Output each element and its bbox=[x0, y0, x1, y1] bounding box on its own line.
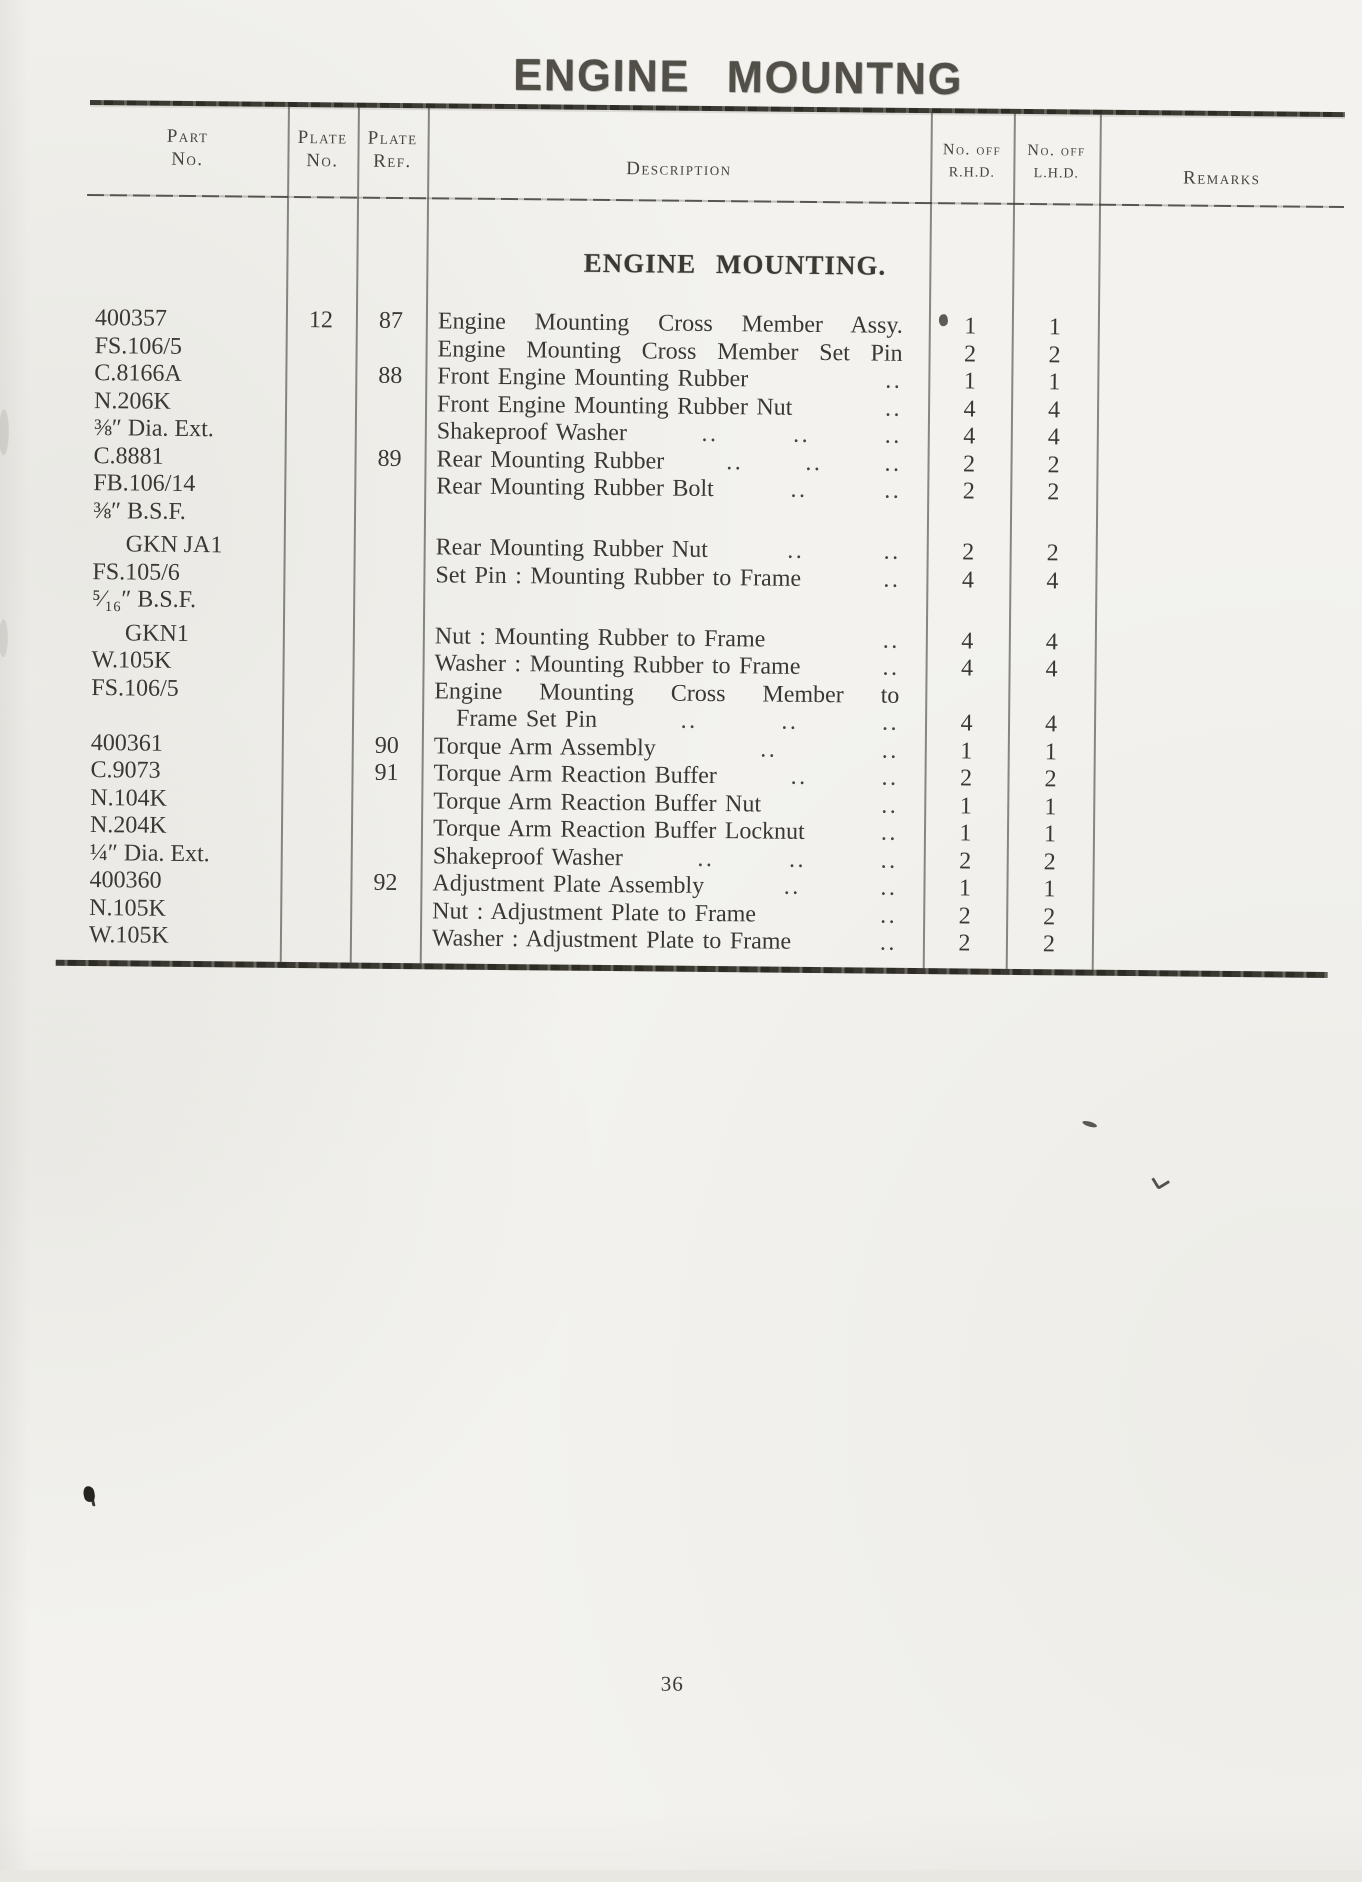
qty-lhd-cell-text: 2 bbox=[1042, 931, 1056, 958]
qty-rhd-cell-text: 2 bbox=[958, 930, 971, 957]
plate-ref-cell bbox=[355, 335, 425, 363]
part-no-cell-text: C.8166A bbox=[94, 360, 182, 387]
qty-rhd-cell bbox=[926, 567, 1009, 595]
part-no-cell-text: N.206K bbox=[93, 387, 171, 415]
qty-rhd-cell-text: 4 bbox=[961, 627, 974, 655]
remarks-cell bbox=[1094, 712, 1339, 742]
description-text: Engine Mounting Cross Member to bbox=[434, 677, 900, 709]
qty-rhd-cell-text: 1 bbox=[959, 820, 972, 847]
leader-dots: .. bbox=[881, 709, 900, 736]
description-text: Nut : Adjustment Plate to Frame bbox=[432, 897, 757, 927]
description-text: Torque Arm Reaction Buffer Locknut bbox=[432, 815, 805, 845]
description-text: Rear Mounting Rubber Bolt bbox=[436, 473, 714, 503]
col-header-no-off-rhd bbox=[930, 138, 1013, 185]
description-cell bbox=[420, 925, 923, 957]
plate-ref-cell bbox=[355, 363, 425, 391]
leader-dots: .. bbox=[883, 538, 901, 565]
leader-dots: .. bbox=[881, 792, 899, 819]
qty-rhd-cell bbox=[925, 683, 1008, 711]
qty-rhd-cell bbox=[924, 793, 1007, 821]
qty-lhd-cell-text: 1 bbox=[1044, 738, 1057, 765]
leader-dots: .. bbox=[882, 654, 900, 681]
part-no-cell-text: ⁵⁄₁₆″ B.S.F. bbox=[92, 586, 197, 614]
qty-lhd-cell bbox=[1009, 595, 1095, 623]
plate-ref-cell bbox=[353, 622, 423, 650]
col-header-line: No. bbox=[306, 150, 339, 172]
leader-dots: .. bbox=[884, 477, 902, 504]
part-no-cell bbox=[85, 360, 285, 389]
part-no-cell bbox=[80, 867, 280, 896]
qty-rhd-cell-text: 2 bbox=[962, 478, 975, 505]
qty-lhd-cell-text: 1 bbox=[1044, 793, 1057, 820]
leader-dots: .. bbox=[884, 395, 903, 422]
remarks-cell bbox=[1093, 794, 1338, 824]
leader-dots: .. bbox=[697, 845, 715, 872]
remarks-cell bbox=[1092, 877, 1337, 907]
part-no-cell bbox=[81, 757, 281, 786]
description-text: Front Engine Mounting Rubber bbox=[437, 363, 749, 393]
part-no-cell-text: N.105K bbox=[89, 894, 167, 922]
qty-lhd-cell bbox=[1010, 479, 1096, 507]
qty-lhd-cell-text: 1 bbox=[1043, 876, 1056, 903]
leader-dots: .. bbox=[783, 873, 801, 900]
leader-dots: .. bbox=[880, 902, 898, 929]
plate-no-cell bbox=[281, 786, 351, 814]
qty-rhd-cell-text: 1 bbox=[959, 792, 972, 820]
remarks-cell bbox=[1093, 767, 1338, 797]
qty-lhd-cell-text: 4 bbox=[1045, 628, 1058, 655]
qty-lhd-cell-text: 2 bbox=[1046, 540, 1059, 567]
leader-dots: .. bbox=[881, 764, 899, 791]
qty-lhd-cell bbox=[1008, 656, 1094, 684]
description-text: Set Pin : Mounting Rubber to Frame bbox=[435, 561, 802, 592]
part-no-cell bbox=[82, 647, 282, 676]
description-text: Torque Arm Reaction Buffer bbox=[433, 760, 717, 790]
leader-dots: .. bbox=[884, 450, 902, 477]
col-header-plate-ref bbox=[357, 127, 427, 174]
leader-dots: .. bbox=[701, 420, 719, 448]
leader-dots: .. bbox=[885, 367, 903, 394]
plate-ref-cell-text: 89 bbox=[377, 445, 402, 472]
part-no-cell bbox=[86, 332, 286, 361]
qty-lhd-cell-text: 2 bbox=[1043, 848, 1056, 875]
description-text: Shakeproof Washer bbox=[436, 418, 628, 447]
plate-no-cell bbox=[282, 649, 352, 677]
qty-rhd-cell bbox=[924, 848, 1007, 876]
plate-no-cell bbox=[283, 621, 353, 649]
description-text: Washer : Mounting Rubber to Frame bbox=[434, 650, 801, 680]
qty-lhd-cell-text: 4 bbox=[1044, 711, 1058, 738]
plate-no-cell bbox=[286, 307, 356, 335]
part-no-cell-text: W.105K bbox=[88, 922, 169, 949]
qty-rhd-cell-text: 2 bbox=[962, 539, 975, 566]
qty-rhd-cell bbox=[927, 478, 1010, 506]
ink-speck bbox=[1151, 1172, 1170, 1190]
qty-rhd-cell-text: 2 bbox=[962, 450, 976, 478]
description-text: Front Engine Mounting Rubber Nut bbox=[436, 390, 793, 421]
qty-lhd-cell bbox=[1010, 540, 1096, 568]
page-title: ENGINE MOUNTNG bbox=[513, 49, 964, 104]
plate-ref-cell bbox=[350, 897, 420, 925]
part-no-cell bbox=[82, 674, 282, 703]
part-no-cell bbox=[85, 387, 285, 416]
leader-dots: .. bbox=[680, 707, 698, 734]
qty-rhd-cell-text: 4 bbox=[963, 423, 976, 450]
plate-ref-cell bbox=[354, 473, 424, 501]
remarks-cell bbox=[1097, 425, 1342, 455]
leader-dots: .. bbox=[880, 874, 898, 901]
part-no-cell bbox=[84, 442, 284, 471]
plate-no-cell-text: 12 bbox=[308, 307, 334, 334]
plate-ref-cell-text: 87 bbox=[378, 307, 404, 335]
leader-dots: .. bbox=[882, 627, 900, 654]
description-text: Torque Arm Assembly bbox=[433, 732, 656, 761]
qty-rhd-cell-text: 1 bbox=[963, 368, 976, 395]
qty-rhd-cell bbox=[926, 628, 1009, 656]
leader-dots: .. bbox=[883, 566, 901, 593]
plate-no-cell bbox=[285, 417, 355, 445]
qty-rhd-cell bbox=[928, 368, 1011, 396]
plate-no-cell bbox=[280, 896, 350, 924]
qty-lhd-cell bbox=[1009, 628, 1095, 656]
leader-dots: .. bbox=[881, 737, 899, 764]
qty-lhd-cell bbox=[1010, 451, 1096, 479]
qty-lhd-cell-text: 4 bbox=[1047, 396, 1061, 423]
plate-ref-cell bbox=[351, 787, 421, 815]
description-text: Engine Mounting Cross Member Set Pin bbox=[437, 335, 903, 367]
description-text: Nut : Mounting Rubber to Frame bbox=[434, 622, 766, 653]
leader-dots: .. bbox=[793, 421, 811, 448]
part-no-cell bbox=[85, 415, 285, 444]
plate-no-cell bbox=[285, 362, 355, 390]
qty-lhd-cell bbox=[1006, 903, 1092, 931]
part-no-cell-text: N.204K bbox=[89, 812, 167, 839]
leader-dots: .. bbox=[790, 476, 808, 503]
plate-ref-cell bbox=[350, 870, 420, 898]
plate-no-cell bbox=[281, 841, 351, 869]
leader-dots: .. bbox=[726, 448, 744, 475]
remarks-cell bbox=[1092, 904, 1337, 934]
plate-no-cell bbox=[283, 588, 353, 616]
plate-no-cell bbox=[284, 533, 354, 561]
part-no-cell-text: N.104K bbox=[90, 784, 168, 812]
col-header-line: Plate bbox=[367, 127, 418, 150]
section-heading: ENGINE MOUNTING. bbox=[583, 247, 887, 281]
plate-no-cell bbox=[282, 731, 352, 759]
qty-lhd-cell-text: 2 bbox=[1044, 766, 1057, 793]
plate-ref-cell bbox=[355, 418, 425, 446]
qty-rhd-cell-text: 2 bbox=[959, 765, 973, 792]
qty-rhd-cell-text: 1 bbox=[958, 875, 972, 902]
remarks-cell bbox=[1092, 932, 1337, 962]
leader-dots: .. bbox=[790, 763, 808, 790]
part-no-cell-text: C.8881 bbox=[93, 442, 164, 470]
part-no-cell-text: FS.105/6 bbox=[92, 558, 180, 586]
plate-no-cell bbox=[283, 560, 353, 588]
qty-rhd-cell bbox=[925, 738, 1008, 766]
description-text: Rear Mounting Rubber bbox=[436, 445, 665, 475]
part-no-cell-text: ¼″ Dia. Ext. bbox=[89, 839, 210, 867]
part-no-cell-text: 400360 bbox=[89, 867, 162, 894]
part-no-cell bbox=[86, 305, 286, 334]
description-cell bbox=[424, 501, 927, 533]
remarks-cell bbox=[1094, 739, 1339, 769]
qty-lhd-cell bbox=[1007, 821, 1093, 849]
qty-lhd-cell-text: 2 bbox=[1043, 903, 1056, 930]
part-no-cell-text: ⅜″ B.S.F. bbox=[92, 497, 186, 525]
parts-table bbox=[80, 100, 1345, 980]
part-no-cell bbox=[83, 586, 283, 615]
qty-lhd-cell bbox=[1011, 424, 1097, 452]
plate-no-cell bbox=[280, 924, 350, 952]
remarks-cell bbox=[1097, 397, 1342, 427]
description-text: Adjustment Plate Assembly bbox=[432, 870, 705, 899]
ink-speck bbox=[939, 314, 948, 326]
description-text: Shakeproof Washer bbox=[432, 842, 623, 871]
qty-lhd-cell-text: 4 bbox=[1045, 656, 1058, 683]
part-no-cell bbox=[80, 894, 280, 923]
qty-lhd-cell bbox=[1008, 683, 1094, 711]
leader-dots: .. bbox=[880, 847, 898, 874]
plate-ref-cell-text: 90 bbox=[374, 732, 399, 759]
col-header-line: Description bbox=[626, 158, 732, 181]
qty-lhd-cell-text: 4 bbox=[1047, 424, 1060, 451]
qty-rhd-cell bbox=[928, 341, 1011, 369]
part-no-cell-text: GKN JA1 bbox=[125, 531, 223, 559]
qty-lhd-cell bbox=[1009, 567, 1095, 595]
plate-ref-cell-text: 91 bbox=[374, 759, 399, 787]
table-rows bbox=[80, 305, 1343, 962]
part-no-cell-text: FS.106/5 bbox=[94, 332, 183, 360]
header-underline-rule bbox=[87, 194, 1344, 208]
description-text: Engine Mounting Cross Member Assy. bbox=[437, 308, 903, 339]
qty-rhd-cell-text: 2 bbox=[959, 847, 972, 875]
part-no-cell bbox=[83, 558, 283, 587]
remarks-cell bbox=[1093, 822, 1338, 852]
qty-rhd-cell bbox=[927, 506, 1010, 534]
col-header-line: No. off bbox=[942, 141, 1002, 159]
part-no-cell-text: FS.106/5 bbox=[91, 674, 179, 702]
qty-rhd-cell-text: 4 bbox=[960, 655, 974, 682]
qty-rhd-cell-text: 4 bbox=[961, 566, 975, 594]
qty-rhd-cell bbox=[924, 820, 1007, 848]
plate-no-cell bbox=[281, 814, 351, 842]
qty-rhd-cell-text: 4 bbox=[960, 710, 973, 737]
plate-ref-cell bbox=[352, 732, 422, 760]
table-bottom-rule bbox=[56, 960, 1328, 978]
qty-lhd-cell bbox=[1006, 876, 1092, 904]
plate-ref-cell bbox=[352, 650, 422, 678]
part-no-cell-text: FB.106/14 bbox=[93, 470, 196, 498]
plate-ref-cell bbox=[352, 677, 422, 705]
remarks-cell bbox=[1095, 596, 1340, 626]
col-header-plate-no bbox=[287, 126, 357, 173]
plate-ref-cell bbox=[354, 445, 424, 473]
remarks-cell bbox=[1096, 480, 1341, 510]
qty-rhd-cell bbox=[923, 903, 1006, 931]
plate-no-cell bbox=[284, 472, 354, 500]
part-no-cell-text: GKN1 bbox=[124, 619, 190, 647]
plate-no-cell bbox=[281, 759, 351, 787]
col-header-line: R.H.D. bbox=[948, 165, 995, 181]
plate-ref-cell bbox=[352, 705, 422, 733]
plate-no-cell bbox=[284, 499, 354, 527]
part-no-cell-text: C.9073 bbox=[90, 757, 161, 784]
qty-rhd-cell bbox=[925, 655, 1008, 683]
description-text: Washer : Adjustment Plate to Frame bbox=[431, 925, 792, 955]
qty-lhd-cell bbox=[1008, 738, 1094, 766]
qty-rhd-cell-text: 4 bbox=[963, 395, 976, 423]
qty-lhd-cell bbox=[1012, 314, 1098, 342]
qty-lhd-cell bbox=[1007, 793, 1093, 821]
plate-ref-cell bbox=[351, 815, 421, 843]
qty-rhd-cell bbox=[924, 765, 1007, 793]
plate-ref-cell-text: 88 bbox=[378, 362, 403, 390]
qty-rhd-cell-text: 2 bbox=[963, 340, 977, 368]
plate-no-cell bbox=[284, 444, 354, 472]
part-no-cell-text: ⅜″ Dia. Ext. bbox=[93, 415, 214, 443]
qty-lhd-cell-text: 1 bbox=[1043, 821, 1057, 848]
paper-smudge bbox=[0, 409, 9, 455]
col-header-no-off-lhd bbox=[1013, 139, 1099, 186]
description-text: Rear Mounting Rubber Nut bbox=[435, 534, 708, 563]
leader-dots: .. bbox=[884, 422, 902, 449]
part-no-cell bbox=[83, 619, 283, 648]
qty-rhd-cell bbox=[927, 539, 1010, 567]
remarks-cell bbox=[1097, 342, 1342, 372]
remarks-cell bbox=[1095, 568, 1340, 598]
qty-lhd-cell-text: 1 bbox=[1048, 369, 1061, 396]
qty-lhd-cell-text: 4 bbox=[1046, 567, 1059, 594]
part-no-cell bbox=[81, 839, 281, 868]
qty-rhd-cell bbox=[923, 930, 1006, 958]
part-no-cell bbox=[84, 497, 284, 526]
plate-ref-cell bbox=[356, 308, 426, 336]
col-header-line: Ref. bbox=[373, 150, 412, 173]
qty-lhd-cell bbox=[1010, 506, 1096, 534]
qty-lhd-cell bbox=[1011, 341, 1097, 369]
col-header-remarks bbox=[1099, 166, 1344, 191]
qty-rhd-cell-text: 1 bbox=[964, 313, 977, 340]
remarks-cell bbox=[1094, 684, 1339, 714]
table-body bbox=[80, 243, 1344, 962]
qty-rhd-cell-text: 1 bbox=[960, 737, 973, 765]
description-text: Torque Arm Reaction Buffer Nut bbox=[433, 787, 762, 817]
qty-rhd-cell-text: 2 bbox=[958, 902, 971, 930]
qty-lhd-cell bbox=[1006, 931, 1092, 959]
remarks-cell bbox=[1095, 629, 1340, 659]
part-no-cell bbox=[82, 729, 282, 758]
qty-rhd-cell bbox=[925, 710, 1008, 738]
part-no-cell-text: 400361 bbox=[90, 729, 163, 757]
col-header-line: Part bbox=[166, 125, 209, 148]
part-no-cell bbox=[80, 922, 280, 951]
part-no-cell bbox=[82, 702, 282, 731]
paper-smudge bbox=[0, 619, 8, 657]
ink-blot bbox=[82, 1485, 96, 1503]
plate-ref-cell bbox=[354, 500, 424, 528]
ink-speck bbox=[1082, 1120, 1098, 1129]
part-no-cell-text: W.105K bbox=[91, 647, 172, 674]
remarks-cell bbox=[1098, 315, 1343, 345]
qty-lhd-cell-text: 2 bbox=[1047, 479, 1060, 506]
col-header-line: Remarks bbox=[1183, 167, 1261, 190]
col-header-description bbox=[427, 155, 930, 183]
plate-no-cell bbox=[282, 704, 352, 732]
table-top-rule bbox=[90, 100, 1345, 117]
qty-rhd-cell bbox=[928, 423, 1011, 451]
qty-rhd-cell bbox=[928, 396, 1011, 424]
qty-rhd-cell bbox=[927, 451, 1010, 479]
plate-no-cell bbox=[282, 676, 352, 704]
leader-dots: .. bbox=[781, 708, 799, 735]
leader-dots: .. bbox=[880, 819, 899, 846]
part-no-cell-text: 400357 bbox=[94, 305, 168, 332]
leader-dots: .. bbox=[760, 735, 778, 763]
description-cell bbox=[423, 589, 926, 621]
qty-rhd-cell bbox=[926, 594, 1009, 622]
plate-ref-cell bbox=[354, 534, 424, 562]
page-number: 36 bbox=[660, 1671, 684, 1696]
qty-rhd-cell bbox=[923, 875, 1006, 903]
part-no-cell bbox=[81, 812, 281, 841]
col-header-line: No. bbox=[171, 148, 204, 171]
plate-ref-cell bbox=[351, 760, 421, 788]
remarks-cell bbox=[1096, 541, 1341, 571]
part-no-cell bbox=[84, 470, 284, 499]
part-no-cell bbox=[81, 784, 281, 813]
plate-ref-cell bbox=[353, 561, 423, 589]
plate-ref-cell bbox=[351, 842, 421, 870]
leader-dots: .. bbox=[805, 449, 823, 476]
qty-lhd-cell-text: 2 bbox=[1047, 451, 1060, 478]
leader-dots: .. bbox=[879, 929, 898, 956]
qty-lhd-cell-text: 2 bbox=[1048, 341, 1061, 368]
qty-lhd-cell bbox=[1008, 711, 1094, 739]
plate-ref-cell bbox=[355, 390, 425, 418]
plate-ref-cell bbox=[350, 925, 420, 953]
remarks-cell bbox=[1094, 657, 1339, 687]
remarks-cell bbox=[1096, 507, 1341, 537]
col-header-line: L.H.D. bbox=[1033, 166, 1080, 182]
qty-lhd-cell bbox=[1011, 396, 1097, 424]
plate-no-cell bbox=[285, 334, 355, 362]
plate-ref-cell bbox=[353, 589, 423, 617]
qty-lhd-cell-text: 1 bbox=[1048, 314, 1061, 341]
description-text: Frame Set Pin bbox=[455, 705, 598, 733]
qty-lhd-cell bbox=[1007, 848, 1093, 876]
col-header-line: No. off bbox=[1027, 142, 1086, 160]
col-header-part-no bbox=[87, 124, 287, 172]
plate-no-cell bbox=[280, 869, 350, 897]
plate-no-cell bbox=[285, 389, 355, 417]
leader-dots: .. bbox=[788, 846, 807, 873]
leader-dots: .. bbox=[787, 537, 805, 564]
plate-ref-cell-text: 92 bbox=[373, 869, 398, 897]
col-header-line: Plate bbox=[297, 127, 348, 149]
part-no-cell bbox=[84, 531, 284, 560]
remarks-cell bbox=[1096, 452, 1341, 482]
qty-lhd-cell bbox=[1007, 766, 1093, 794]
remarks-cell bbox=[1097, 370, 1342, 400]
remarks-cell bbox=[1093, 849, 1338, 879]
qty-lhd-cell bbox=[1011, 369, 1097, 397]
